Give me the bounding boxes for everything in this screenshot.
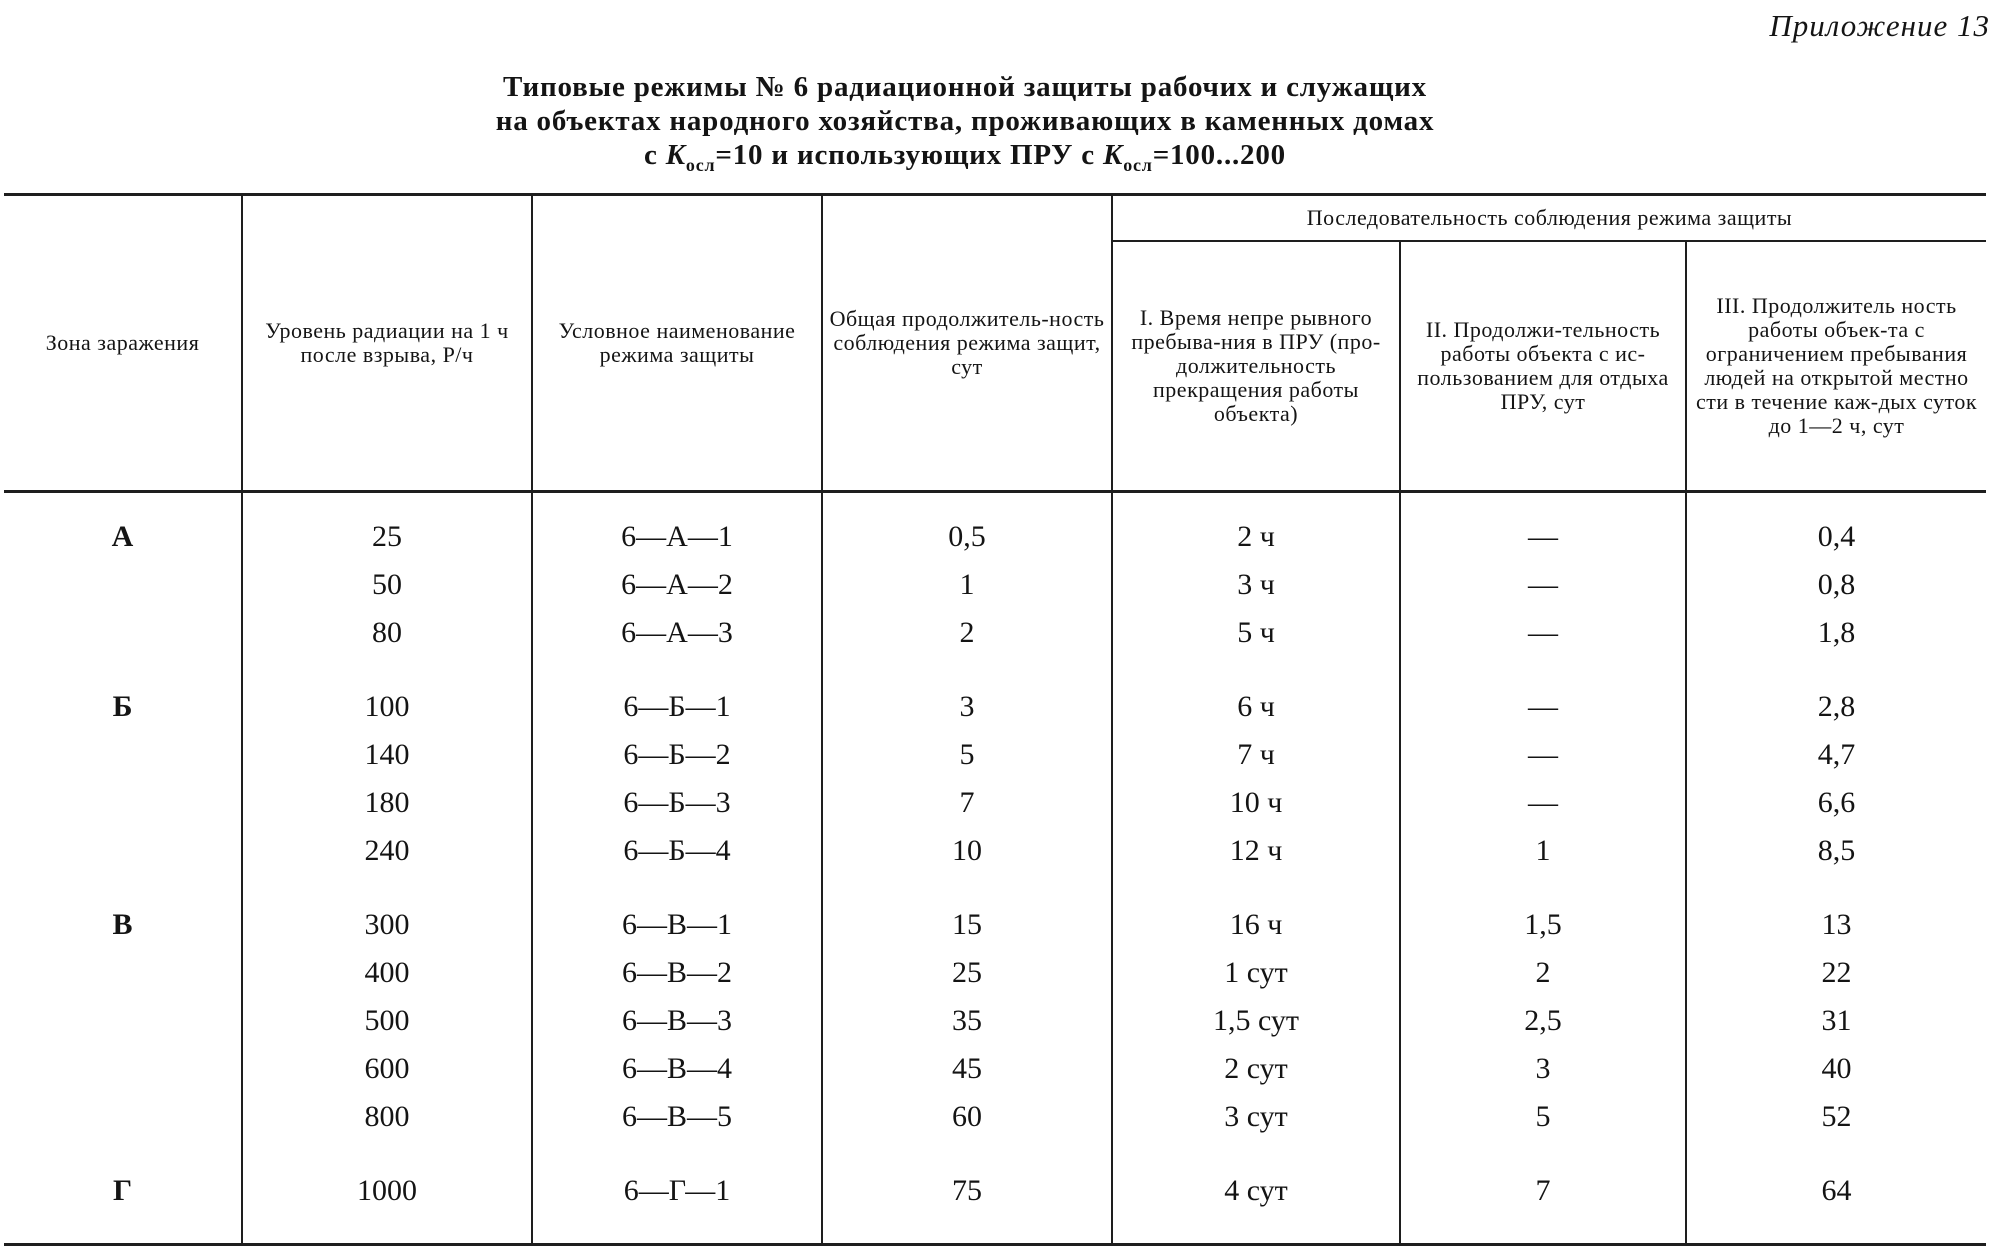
table-body bbox=[4, 492, 1986, 1245]
header-zone: Зона заражения bbox=[45, 330, 200, 355]
total-duration-cell: 7 bbox=[822, 779, 1112, 827]
stage-2-cell: — bbox=[1400, 657, 1686, 731]
table-row bbox=[4, 561, 1986, 609]
total-duration-cell: 60 bbox=[822, 1093, 1112, 1141]
total-duration-cell: 35 bbox=[822, 997, 1112, 1045]
regime-name-cell: 6—А—1 bbox=[532, 492, 822, 562]
stage-1-cell: 1,5 сут bbox=[1112, 997, 1400, 1045]
regime-name-cell: 6—Б—4 bbox=[532, 827, 822, 875]
stage-3-cell: 52 bbox=[1686, 1093, 1986, 1141]
zone-cell bbox=[4, 779, 242, 827]
title-line-3-mid: =10 и использующих ПРУ с bbox=[715, 139, 1104, 171]
stage-3-cell: 0,8 bbox=[1686, 561, 1986, 609]
total-duration-cell: 2 bbox=[822, 609, 1112, 657]
stage-2-cell: 5 bbox=[1400, 1093, 1686, 1141]
table-row bbox=[4, 875, 1986, 949]
table-row bbox=[4, 949, 1986, 997]
table-row bbox=[4, 609, 1986, 657]
k-symbol-2: K bbox=[1103, 139, 1124, 171]
regimes-table bbox=[4, 193, 1986, 1246]
title-line-3-end: =100...200 bbox=[1152, 139, 1286, 171]
zone-cell bbox=[4, 949, 242, 997]
stage-1-cell: 10 ч bbox=[1112, 779, 1400, 827]
table-header bbox=[4, 195, 1986, 492]
stage-1-cell: 16 ч bbox=[1112, 875, 1400, 949]
zone-cell bbox=[4, 731, 242, 779]
stage-3-cell: 0,4 bbox=[1686, 492, 1986, 562]
header-stage-2: II. Продолжи-тельность работы объекта с ис-пользованием для отдыха ПРУ, сут bbox=[1400, 241, 1686, 492]
table-row bbox=[4, 779, 1986, 827]
zone-cell: В bbox=[112, 908, 133, 941]
stage-2-cell: 1,5 bbox=[1400, 875, 1686, 949]
stage-3-cell: 2,8 bbox=[1686, 657, 1986, 731]
header-stage-3: III. Продолжитель ность работы объек-та с ограничением пребывания людей на открытой местно сти в течение каж-дых суток до 1—2 ч, сут bbox=[1686, 241, 1986, 492]
title-line-3-pre: с bbox=[644, 139, 666, 171]
zone-cell bbox=[4, 609, 242, 657]
total-duration-cell: 3 bbox=[822, 657, 1112, 731]
table-row bbox=[4, 731, 1986, 779]
zone-cell bbox=[4, 997, 242, 1045]
stage-2-cell: 2 bbox=[1400, 949, 1686, 997]
regime-name-cell: 6—Б—3 bbox=[532, 779, 822, 827]
zone-cell bbox=[4, 561, 242, 609]
title-line-2: на объектах народного хозяйства, проживающих в каменных домах bbox=[495, 105, 1435, 137]
radiation-level-cell: 400 bbox=[242, 949, 532, 997]
stage-1-cell: 6 ч bbox=[1112, 657, 1400, 731]
header-sequence: Последовательность соблюдения режима защиты bbox=[1112, 195, 1986, 242]
header-stage-1: I. Время непре рывного пребыва-ния в ПРУ (про-должительность прекращения работы объекта) bbox=[1112, 241, 1400, 492]
zone-cell: Б bbox=[112, 690, 133, 723]
radiation-level-cell: 300 bbox=[242, 875, 532, 949]
stage-3-cell: 22 bbox=[1686, 949, 1986, 997]
stage-2-cell: — bbox=[1400, 779, 1686, 827]
stage-1-cell: 3 сут bbox=[1112, 1093, 1400, 1141]
radiation-level-cell: 1000 bbox=[242, 1141, 532, 1245]
total-duration-cell: 75 bbox=[822, 1141, 1112, 1245]
radiation-level-cell: 140 bbox=[242, 731, 532, 779]
stage-2-cell: — bbox=[1400, 731, 1686, 779]
stage-1-cell: 4 сут bbox=[1112, 1141, 1400, 1245]
radiation-level-cell: 600 bbox=[242, 1045, 532, 1093]
radiation-level-cell: 800 bbox=[242, 1093, 532, 1141]
table-row bbox=[4, 657, 1986, 731]
title-line-1: Типовые режимы № 6 радиационной защиты рабочих и служащих bbox=[503, 71, 1427, 103]
total-duration-cell: 45 bbox=[822, 1045, 1112, 1093]
k-symbol: K bbox=[665, 139, 686, 171]
table-row bbox=[4, 1045, 1986, 1093]
regime-name-cell: 6—В—2 bbox=[532, 949, 822, 997]
radiation-level-cell: 25 bbox=[242, 492, 532, 562]
stage-2-cell: — bbox=[1400, 561, 1686, 609]
radiation-level-cell: 240 bbox=[242, 827, 532, 875]
title-line-3 bbox=[370, 138, 1560, 182]
stage-2-cell: 7 bbox=[1400, 1141, 1686, 1245]
table-row bbox=[4, 997, 1986, 1045]
total-duration-cell: 0,5 bbox=[822, 492, 1112, 562]
zone-cell bbox=[4, 827, 242, 875]
table-row bbox=[4, 827, 1986, 875]
regime-name-cell: 6—Б—1 bbox=[532, 657, 822, 731]
regime-name-cell: 6—А—3 bbox=[532, 609, 822, 657]
zone-cell: Г bbox=[112, 1174, 133, 1207]
header-regime-name: Условное наименование режима защиты bbox=[532, 195, 822, 492]
radiation-level-cell: 100 bbox=[242, 657, 532, 731]
table-row bbox=[4, 1093, 1986, 1141]
zone-cell bbox=[4, 1093, 242, 1141]
table-row bbox=[4, 1141, 1986, 1245]
radiation-level-cell: 80 bbox=[242, 609, 532, 657]
stage-3-cell: 1,8 bbox=[1686, 609, 1986, 657]
stage-1-cell: 1 сут bbox=[1112, 949, 1400, 997]
radiation-level-cell: 180 bbox=[242, 779, 532, 827]
stage-1-cell: 7 ч bbox=[1112, 731, 1400, 779]
stage-1-cell: 3 ч bbox=[1112, 561, 1400, 609]
regime-name-cell: 6—Г—1 bbox=[532, 1141, 822, 1245]
total-duration-cell: 25 bbox=[822, 949, 1112, 997]
stage-1-cell: 12 ч bbox=[1112, 827, 1400, 875]
zone-cell bbox=[4, 1045, 242, 1093]
stage-1-cell: 5 ч bbox=[1112, 609, 1400, 657]
stage-3-cell: 4,7 bbox=[1686, 731, 1986, 779]
table-row bbox=[4, 492, 1986, 562]
document-title bbox=[370, 70, 1560, 182]
stage-3-cell: 64 bbox=[1686, 1141, 1986, 1245]
regime-name-cell: 6—В—4 bbox=[532, 1045, 822, 1093]
appendix-label: Приложение 13 bbox=[1769, 8, 1990, 43]
regime-name-cell: 6—В—5 bbox=[532, 1093, 822, 1141]
total-duration-cell: 1 bbox=[822, 561, 1112, 609]
stage-2-cell: 3 bbox=[1400, 1045, 1686, 1093]
stage-2-cell: — bbox=[1400, 609, 1686, 657]
radiation-level-cell: 50 bbox=[242, 561, 532, 609]
k-subscript: осл bbox=[685, 154, 716, 175]
total-duration-cell: 5 bbox=[822, 731, 1112, 779]
stage-1-cell: 2 сут bbox=[1112, 1045, 1400, 1093]
stage-3-cell: 40 bbox=[1686, 1045, 1986, 1093]
regime-name-cell: 6—А—2 bbox=[532, 561, 822, 609]
header-total-duration: Общая продолжитель-ность соблюдения режима защит, сут bbox=[822, 195, 1112, 492]
total-duration-cell: 10 bbox=[822, 827, 1112, 875]
radiation-level-cell: 500 bbox=[242, 997, 532, 1045]
stage-2-cell: 2,5 bbox=[1400, 997, 1686, 1045]
stage-3-cell: 6,6 bbox=[1686, 779, 1986, 827]
regime-name-cell: 6—В—1 bbox=[532, 875, 822, 949]
zone-cell: А bbox=[111, 520, 134, 553]
stage-2-cell: — bbox=[1400, 492, 1686, 562]
stage-3-cell: 13 bbox=[1686, 875, 1986, 949]
stage-1-cell: 2 ч bbox=[1112, 492, 1400, 562]
regime-name-cell: 6—В—3 bbox=[532, 997, 822, 1045]
header-radiation-level: Уровень радиации на 1 ч после взрыва, Р/ч bbox=[242, 195, 532, 492]
stage-3-cell: 31 bbox=[1686, 997, 1986, 1045]
stage-3-cell: 8,5 bbox=[1686, 827, 1986, 875]
total-duration-cell: 15 bbox=[822, 875, 1112, 949]
regime-name-cell: 6—Б—2 bbox=[532, 731, 822, 779]
k-subscript-2: осл bbox=[1123, 154, 1153, 175]
stage-2-cell: 1 bbox=[1400, 827, 1686, 875]
